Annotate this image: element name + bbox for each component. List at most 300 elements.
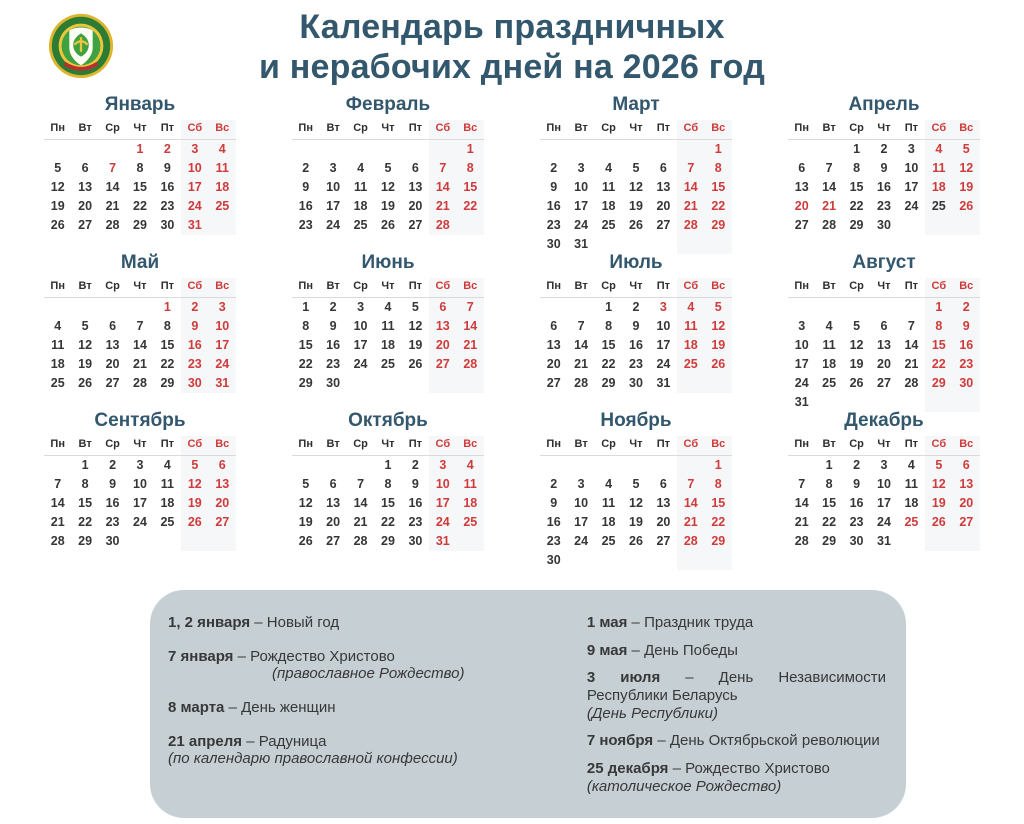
day-cell: 25 <box>209 197 236 216</box>
day-cell: 24 <box>429 513 456 532</box>
day-cell: 25 <box>457 513 484 532</box>
day-cell: 11 <box>457 475 484 494</box>
day-cell: 23 <box>408 515 423 529</box>
weekday-label: Сб <box>181 436 208 456</box>
day-cell: 17 <box>133 496 147 510</box>
day-cell: 9 <box>181 317 208 336</box>
weekday-label: Сб <box>677 120 704 140</box>
month-title: Ноябрь <box>600 410 672 431</box>
day-cell: 8 <box>925 317 952 336</box>
day-cell: 2 <box>329 300 337 315</box>
day-cell: 9 <box>853 477 861 491</box>
day-cell: 8 <box>825 477 833 491</box>
day-cell: 2 <box>163 142 171 157</box>
day-cell: 26 <box>298 534 313 548</box>
day-cell <box>677 374 704 393</box>
day-cell: 19 <box>78 357 93 371</box>
day-cell: 6 <box>109 319 117 333</box>
day-cell: 1 <box>163 300 171 315</box>
day-cell <box>457 532 484 551</box>
day-cell: 22 <box>849 199 864 213</box>
day-cell: 3 <box>181 140 208 159</box>
day-cell: 8 <box>457 159 484 178</box>
day-cell: 16 <box>408 496 423 510</box>
day-cell: 2 <box>550 161 558 175</box>
day-cell: 25 <box>925 197 952 216</box>
day-cell <box>319 456 346 475</box>
day-cell: 8 <box>81 477 89 491</box>
day-cell: 7 <box>54 477 62 491</box>
weekday-label: Пт <box>402 278 429 298</box>
day-cell <box>677 235 704 254</box>
day-cell: 8 <box>302 319 310 333</box>
day-cell: 16 <box>953 336 980 355</box>
day-cell: 11 <box>160 477 174 491</box>
day-cell: 16 <box>629 338 643 352</box>
day-cell: 24 <box>877 515 891 529</box>
day-cell: 31 <box>877 534 891 548</box>
day-cell: 30 <box>160 218 175 232</box>
page-title <box>0 0 1024 88</box>
day-cell: 29 <box>298 376 313 390</box>
day-cell: 13 <box>953 475 980 494</box>
day-cell: 15 <box>601 338 616 352</box>
day-cell: 12 <box>408 319 423 333</box>
day-cell: 12 <box>629 180 643 194</box>
day-cell: 1 <box>705 140 732 159</box>
day-cell: 9 <box>411 477 419 491</box>
day-cell: 14 <box>133 338 147 352</box>
weekday-label: Сб <box>429 120 456 140</box>
day-cell: 10 <box>656 319 671 333</box>
month-grid <box>292 436 484 551</box>
weekday-label: Пт <box>650 436 677 456</box>
month-block <box>788 410 980 560</box>
day-cell: 11 <box>925 159 952 178</box>
day-cell: 5 <box>705 298 732 317</box>
day-cell <box>540 456 567 475</box>
day-cell: 1 <box>81 458 89 473</box>
month-block <box>44 252 236 402</box>
day-cell: 1 <box>605 300 613 315</box>
day-cell <box>374 374 401 393</box>
day-cell: 24 <box>794 376 809 390</box>
day-cell: 23 <box>849 515 864 529</box>
day-cell: 4 <box>357 161 365 175</box>
day-cell: 2 <box>853 458 861 473</box>
weekday-label: Пт <box>898 436 925 456</box>
month-title: Июль <box>609 252 663 273</box>
day-cell: 3 <box>907 142 915 157</box>
day-cell: 4 <box>54 319 62 333</box>
month-grid <box>44 120 236 235</box>
day-cell: 16 <box>326 338 341 352</box>
day-cell <box>622 235 649 254</box>
weekday-label: Пн <box>540 278 567 298</box>
day-cell: 11 <box>353 180 368 194</box>
day-cell <box>347 140 374 159</box>
holiday-name: День женщин <box>241 699 336 717</box>
day-cell: 9 <box>880 161 888 175</box>
day-cell: 28 <box>429 216 456 235</box>
weekday-label: Пт <box>898 120 925 140</box>
day-cell: 22 <box>298 357 313 371</box>
day-cell: 17 <box>429 494 456 513</box>
day-cell: 25 <box>904 515 919 529</box>
day-cell: 9 <box>302 180 310 194</box>
day-cell: 9 <box>329 319 337 333</box>
title-line-2: и нерабочих дней на 2026 год <box>259 47 765 86</box>
day-cell: 11 <box>381 319 395 333</box>
day-cell: 14 <box>457 317 484 336</box>
day-cell: 16 <box>546 199 561 213</box>
day-cell: 30 <box>546 237 561 251</box>
day-cell <box>71 298 98 317</box>
day-cell: 31 <box>429 532 456 551</box>
day-cell: 1 <box>825 458 833 473</box>
day-cell: 20 <box>209 494 236 513</box>
day-cell: 18 <box>677 336 704 355</box>
weekday-label: Чт <box>374 278 401 298</box>
day-cell: 26 <box>381 218 395 232</box>
day-cell: 5 <box>411 300 419 315</box>
day-cell <box>843 298 870 317</box>
weekday-header-row <box>292 120 484 140</box>
month-grid <box>788 120 980 235</box>
day-cell <box>209 216 236 235</box>
day-cell: 17 <box>904 180 919 194</box>
day-cell: 25 <box>601 218 616 232</box>
weekday-label: Чт <box>870 436 897 456</box>
weekday-label: Чт <box>622 120 649 140</box>
day-cell: 21 <box>822 199 837 213</box>
weekday-label: Вс <box>705 436 732 456</box>
weekday-label: Чт <box>126 120 153 140</box>
day-cell <box>677 551 704 570</box>
weekday-label: Сб <box>429 436 456 456</box>
day-cell <box>567 456 594 475</box>
weekday-label: Вт <box>319 120 346 140</box>
day-cell: 4 <box>605 477 613 491</box>
day-cell: 10 <box>877 477 891 491</box>
day-cell: 31 <box>656 376 671 390</box>
day-cell: 2 <box>953 298 980 317</box>
day-cell: 16 <box>181 336 208 355</box>
day-cell <box>953 532 980 551</box>
legend-entry-womens-day <box>168 699 569 717</box>
day-cell: 4 <box>163 458 171 473</box>
day-cell: 23 <box>546 534 561 548</box>
month-block <box>540 410 732 567</box>
day-cell: 9 <box>953 317 980 336</box>
weekday-label: Пт <box>154 120 181 140</box>
day-cell <box>126 298 153 317</box>
day-cell: 22 <box>705 513 732 532</box>
day-cell: 4 <box>925 140 952 159</box>
day-cell: 23 <box>953 355 980 374</box>
day-cell: 21 <box>457 336 484 355</box>
day-cell <box>595 551 622 570</box>
day-cell <box>540 298 567 317</box>
day-cell: 15 <box>822 496 837 510</box>
day-cell: 24 <box>574 534 589 548</box>
day-cell: 6 <box>798 161 806 175</box>
day-cell: 16 <box>849 496 864 510</box>
day-cell: 6 <box>329 477 337 491</box>
weekday-label: Вт <box>319 436 346 456</box>
day-cell: 11 <box>601 180 616 194</box>
day-cell: 18 <box>457 494 484 513</box>
day-cell: 22 <box>457 197 484 216</box>
day-cell: 23 <box>298 218 313 232</box>
day-cell: 18 <box>50 357 65 371</box>
day-cell: 28 <box>574 376 589 390</box>
holiday-date: 25 декабря <box>586 760 669 778</box>
day-cell: 7 <box>798 477 806 491</box>
day-cell: 14 <box>429 178 456 197</box>
day-cell: 27 <box>429 355 456 374</box>
weekday-label: Пт <box>154 436 181 456</box>
day-cell: 3 <box>357 300 365 315</box>
holiday-name: Праздник труда <box>644 614 754 631</box>
day-cell: 15 <box>381 496 395 510</box>
weekday-label: Пт <box>898 278 925 298</box>
day-cell <box>815 298 842 317</box>
day-cell: 28 <box>353 534 368 548</box>
day-cell <box>429 140 456 159</box>
day-cell: 22 <box>133 199 147 213</box>
day-cell: 26 <box>953 197 980 216</box>
day-cell: 21 <box>794 515 809 529</box>
weekday-label: Вс <box>953 278 980 298</box>
day-cell <box>374 140 401 159</box>
day-cell: 4 <box>457 456 484 475</box>
legend-entry-october-revolution <box>587 732 886 750</box>
holiday-name: День Независимости Республики Беларусь <box>586 669 887 705</box>
day-cell: 10 <box>353 319 368 333</box>
day-cell <box>429 374 456 393</box>
day-cell: 29 <box>925 374 952 393</box>
day-cell: 10 <box>794 338 809 352</box>
weekday-label: Пн <box>788 436 815 456</box>
day-cell: 29 <box>705 216 732 235</box>
day-cell: 8 <box>136 161 144 175</box>
day-cell: 27 <box>794 218 809 232</box>
day-cell: 16 <box>546 515 561 529</box>
holiday-name: День Победы <box>644 641 738 659</box>
day-cell <box>71 140 98 159</box>
day-cell: 7 <box>907 319 915 333</box>
month-block <box>788 252 980 409</box>
day-cell <box>953 393 980 412</box>
day-cell: 26 <box>50 218 65 232</box>
day-cell: 11 <box>601 496 616 510</box>
weekday-label: Вс <box>209 436 236 456</box>
day-cell: 7 <box>357 477 365 491</box>
day-cell: 7 <box>677 159 704 178</box>
month-grid <box>540 278 732 393</box>
month-grid <box>292 278 484 393</box>
weekday-header-row <box>540 120 732 140</box>
weekday-label: Ср <box>347 278 374 298</box>
weekday-label: Пн <box>44 436 71 456</box>
month-title: Май <box>120 252 160 273</box>
day-cell: 27 <box>408 218 423 232</box>
day-cell: 28 <box>133 376 147 390</box>
day-cell <box>154 532 181 551</box>
day-cell: 3 <box>798 319 806 333</box>
day-cell: 19 <box>953 178 980 197</box>
day-cell: 10 <box>574 180 589 194</box>
day-cell: 8 <box>163 319 171 333</box>
weekday-label: Ср <box>347 120 374 140</box>
legend-entry-new-year <box>168 614 569 632</box>
day-cell <box>457 374 484 393</box>
weekday-label: Пт <box>650 278 677 298</box>
holiday-date: 7 ноября <box>586 732 654 750</box>
weekday-label: Чт <box>374 120 401 140</box>
month-block <box>44 410 236 560</box>
day-cell: 9 <box>632 319 640 333</box>
dash: – <box>672 760 681 778</box>
day-cell <box>925 216 952 235</box>
day-cell: 10 <box>429 475 456 494</box>
weekday-label: Пн <box>292 120 319 140</box>
day-cell: 20 <box>877 357 891 371</box>
day-cell: 15 <box>78 496 93 510</box>
weekday-header-row <box>292 436 484 456</box>
dash: – <box>246 732 255 750</box>
day-cell: 3 <box>136 458 144 473</box>
day-cell <box>898 393 925 412</box>
dash: – <box>228 699 237 717</box>
day-cell: 23 <box>160 199 175 213</box>
day-cell: 23 <box>326 357 341 371</box>
day-cell <box>870 393 897 412</box>
day-cell: 13 <box>326 496 341 510</box>
day-cell: 24 <box>326 218 341 232</box>
day-cell <box>815 393 842 412</box>
dash: – <box>631 641 640 659</box>
day-cell <box>650 235 677 254</box>
dash: – <box>631 614 640 631</box>
day-cell: 7 <box>825 161 833 175</box>
day-cell: 10 <box>133 477 147 491</box>
weekday-label: Ср <box>99 120 126 140</box>
weekday-label: Вс <box>457 278 484 298</box>
holiday-note: (католическое Рождество) <box>586 777 782 795</box>
day-cell: 11 <box>51 338 65 352</box>
day-cell: 5 <box>302 477 310 491</box>
holiday-date: 1, 2 января <box>168 614 251 631</box>
day-cell: 8 <box>384 477 392 491</box>
day-cell: 31 <box>209 374 236 393</box>
day-cell <box>457 216 484 235</box>
month-block <box>540 94 732 251</box>
day-cell: 5 <box>54 161 62 175</box>
day-cell: 18 <box>601 515 616 529</box>
day-cell: 19 <box>705 336 732 355</box>
day-cell: 17 <box>353 338 368 352</box>
day-cell: 18 <box>381 338 395 352</box>
day-cell: 17 <box>656 338 671 352</box>
day-cell: 26 <box>629 218 643 232</box>
weekday-label: Пн <box>788 278 815 298</box>
day-cell: 25 <box>50 376 65 390</box>
day-cell: 5 <box>384 161 392 175</box>
day-cell: 2 <box>181 298 208 317</box>
day-cell: 29 <box>160 376 175 390</box>
day-cell: 20 <box>794 199 809 213</box>
day-cell: 21 <box>904 357 919 371</box>
day-cell: 19 <box>629 199 643 213</box>
day-cell <box>843 393 870 412</box>
day-cell <box>347 456 374 475</box>
legend-entry-orthodox-christmas <box>168 648 569 683</box>
weekday-label: Ср <box>843 120 870 140</box>
day-cell <box>44 456 71 475</box>
day-cell <box>788 298 815 317</box>
day-cell: 27 <box>546 376 561 390</box>
day-cell: 30 <box>408 534 423 548</box>
weekday-label: Пн <box>292 436 319 456</box>
weekday-label: Чт <box>870 278 897 298</box>
weekday-label: Чт <box>622 436 649 456</box>
day-cell: 18 <box>925 178 952 197</box>
day-cell <box>292 456 319 475</box>
day-cell: 27 <box>78 218 93 232</box>
day-cell: 17 <box>181 178 208 197</box>
weekday-label: Пн <box>44 120 71 140</box>
day-cell: 22 <box>925 355 952 374</box>
day-cell: 9 <box>163 161 171 175</box>
day-cell: 20 <box>78 199 93 213</box>
day-cell: 14 <box>105 180 120 194</box>
day-cell: 19 <box>50 199 65 213</box>
day-cell: 29 <box>705 532 732 551</box>
day-cell: 28 <box>822 218 837 232</box>
day-cell: 3 <box>577 161 585 175</box>
day-cell: 13 <box>546 338 561 352</box>
day-cell: 15 <box>705 178 732 197</box>
day-cell: 18 <box>904 496 919 510</box>
weekday-label: Вт <box>567 436 594 456</box>
day-cell: 20 <box>656 199 671 213</box>
month-grid <box>44 278 236 393</box>
day-cell: 8 <box>705 159 732 178</box>
day-cell: 3 <box>329 161 337 175</box>
day-cell: 21 <box>353 515 368 529</box>
holiday-date: 8 марта <box>168 699 225 717</box>
day-cell: 21 <box>429 197 456 216</box>
day-cell: 9 <box>550 180 558 194</box>
weekday-label: Пт <box>650 120 677 140</box>
day-cell: 30 <box>629 376 643 390</box>
weekday-label: Вс <box>457 436 484 456</box>
day-cell: 14 <box>904 338 919 352</box>
weekday-label: Ср <box>843 436 870 456</box>
day-cell <box>622 551 649 570</box>
day-cell <box>567 298 594 317</box>
weekday-label: Чт <box>622 278 649 298</box>
weekday-label: Чт <box>870 120 897 140</box>
weekday-label: Чт <box>126 436 153 456</box>
day-cell: 30 <box>849 534 864 548</box>
day-cell: 28 <box>677 216 704 235</box>
day-cell: 15 <box>457 178 484 197</box>
day-cell: 12 <box>629 496 643 510</box>
day-cell: 13 <box>656 496 671 510</box>
